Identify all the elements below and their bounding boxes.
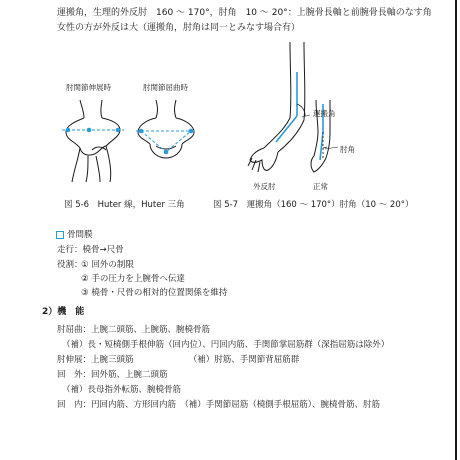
interosseous-role-1: ① 回外の制限	[81, 260, 134, 270]
label-carrying-angle: 運搬角	[313, 109, 336, 118]
function-line-supination: 回 外：回外筋、上腕二頭筋	[57, 370, 168, 380]
intro-line-1: 運搬角，生理的外反肘 160 ～ 170°，肘角 10 ～ 20°：上腕骨長軸と前腕骨長軸のなす角	[57, 8, 432, 18]
figure-5-7-caption: 図 5-7 運搬角（160 ～ 170°）肘角（10 ～ 20°）	[213, 200, 414, 210]
intro-line-2: 女性の方が外反は大（運搬角，肘角は同一とみなす場合有）	[57, 23, 301, 33]
interosseous-course: 走行：橈骨→尺骨	[57, 245, 124, 255]
function-line-extension: 肘伸展：上腕三頭筋 （補）肘筋、手関節背屈筋群	[57, 355, 300, 365]
interosseous-role-2: ② 手の圧力を上腕骨へ伝達	[81, 274, 185, 284]
heading-box-icon	[56, 231, 64, 239]
interosseous-role-label: 役割：	[57, 260, 83, 270]
interosseous-heading: 骨間膜	[67, 230, 93, 240]
label-normal: 正常	[313, 182, 328, 191]
label-valgus-elbow: 外反肘	[253, 182, 276, 191]
function-line-pronation: 回 内：円回内筋、方形回内筋 （補）手関節屈筋（橈側手根屈筋）、腕橈骨筋、肘筋	[57, 400, 381, 410]
label-elbow-flexion: 肘関節屈曲時	[143, 83, 188, 92]
function-line-flexion: 肘屈曲：上腕二頭筋、上腕筋、腕橈骨筋	[57, 325, 211, 335]
figure-5-6-caption: 図 5-6 Huter 線，Huter 三角	[64, 200, 185, 210]
function-line-flexion-aux: （補）長・短橈側手根伸筋（回内位）、円回内筋、手関節掌屈筋群（深指屈筋は除外）	[62, 340, 390, 350]
function-heading: 2）機 能	[42, 307, 85, 317]
function-line-supination-aux: （補）長母指外転筋、腕橈骨筋	[62, 385, 182, 395]
label-elbow-extension: 肘関節伸展時	[66, 83, 111, 92]
interosseous-role-3: ③ 橈骨・尺骨の相対的位置関係を維持	[81, 288, 228, 298]
label-elbow-angle: 肘角	[340, 145, 355, 154]
